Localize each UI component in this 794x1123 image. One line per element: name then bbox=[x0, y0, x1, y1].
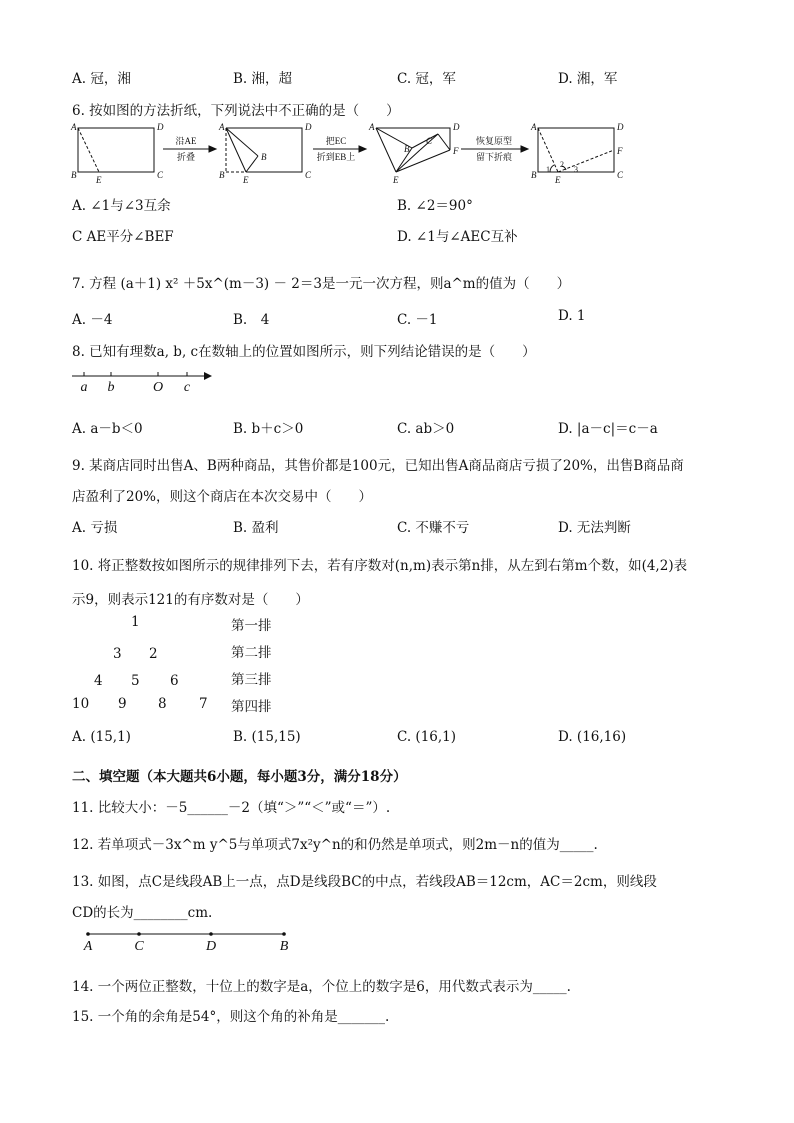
svg-text:A: A bbox=[71, 122, 77, 132]
svg-text:F: F bbox=[617, 146, 623, 156]
q6-option-c: C AE平分∠BEF bbox=[72, 229, 174, 245]
q9-option-b: B. 盈利 bbox=[233, 520, 279, 536]
row-label: 第一排 bbox=[231, 618, 272, 634]
triangle-number: 8 bbox=[158, 696, 167, 712]
q8-option-b: B. b＋c＞0 bbox=[233, 421, 304, 437]
q6-option-b: B. ∠2＝90° bbox=[397, 198, 473, 214]
axis-label-o: O bbox=[152, 380, 164, 394]
svg-text:D: D bbox=[305, 122, 312, 132]
triangle-number: 7 bbox=[199, 696, 208, 712]
triangle-number: 10 bbox=[72, 696, 90, 712]
q13-line2: CD的长为________cm. bbox=[72, 905, 213, 921]
row-label: 第四排 bbox=[231, 699, 272, 715]
q15: 15. 一个角的余角是54°，则这个角的补角是_______. bbox=[72, 1009, 390, 1025]
svg-text:F: F bbox=[453, 146, 459, 156]
svg-text:E: E bbox=[393, 175, 399, 185]
section-title: 二、填空题（本大题共6小题，每小题3分，满分18分） bbox=[72, 769, 407, 785]
axis-label-c: c bbox=[183, 380, 191, 394]
point-label-c: C bbox=[134, 939, 144, 954]
svg-text:折到EB上: 折到EB上 bbox=[316, 152, 356, 162]
svg-text:C: C bbox=[305, 170, 312, 180]
q7-option-d: D. 1 bbox=[558, 308, 586, 324]
row-label: 第二排 bbox=[231, 645, 272, 661]
svg-text:A: A bbox=[369, 122, 375, 132]
svg-text:沿AE: 沿AE bbox=[175, 136, 197, 146]
q13-line1: 13. 如图，点C是线段AB上一点，点D是线段BC的中点，若线段AB＝12cm，AC＝2cm，则线段 bbox=[72, 874, 657, 890]
q8-option-a: A. a－b＜0 bbox=[72, 421, 143, 437]
svg-text:D: D bbox=[617, 122, 624, 132]
q8-number-line bbox=[70, 366, 220, 394]
q10-option-a: A. (15,1) bbox=[72, 729, 131, 745]
q9-option-c: C. 不赚不亏 bbox=[397, 520, 470, 536]
q10-option-d: D. (16,16) bbox=[558, 729, 627, 745]
q7-option-a: A. －4 bbox=[72, 312, 113, 328]
svg-text:B: B bbox=[404, 144, 410, 154]
svg-text:3: 3 bbox=[574, 165, 578, 174]
svg-text:E: E bbox=[96, 175, 102, 185]
q6-option-d: D. ∠1与∠AEC互补 bbox=[397, 229, 518, 245]
q9-line2: 店盈利了20%，则这个商店在本次交易中（ ） bbox=[72, 489, 373, 505]
q9-option-d: D. 无法判断 bbox=[558, 520, 631, 536]
q9-line1: 9. 某商店同时出售A、B两种商品，其售价都是100元，已知出售A商品商店亏损了20%，出售B商品商 bbox=[72, 458, 684, 474]
q11: 11. 比较大小：－5______－2（填“＞”“＜”或“＝”）. bbox=[72, 800, 391, 816]
svg-text:B: B bbox=[531, 170, 537, 180]
svg-text:C: C bbox=[426, 136, 433, 146]
svg-text:A: A bbox=[219, 122, 225, 132]
q7-stem: 7. 方程 (a＋1) x² ＋5x^(m－3) － 2＝3是一元一次方程，则a^m的值为（ ） bbox=[72, 276, 571, 292]
q7-option-b: B. 4 bbox=[233, 312, 270, 328]
q8-option-c: C. ab＞0 bbox=[397, 421, 455, 437]
q14: 14. 一个两位正整数，十位上的数字是a，个位上的数字是6，用代数式表示为_____. bbox=[72, 979, 571, 995]
svg-text:留下折痕: 留下折痕 bbox=[475, 152, 513, 162]
point-label-a: A bbox=[83, 939, 93, 954]
axis-label-a: a bbox=[80, 380, 88, 394]
svg-text:D: D bbox=[453, 122, 460, 132]
q5-option-a: A. 冠，湘 bbox=[72, 71, 131, 87]
svg-text:B: B bbox=[261, 152, 267, 162]
triangle-number: 3 bbox=[113, 646, 122, 662]
q5-option-d: D. 湘，军 bbox=[558, 71, 618, 87]
svg-text:E: E bbox=[243, 175, 249, 185]
q6-option-a: A. ∠1与∠3互余 bbox=[72, 198, 171, 214]
axis-label-b: b bbox=[107, 380, 115, 394]
q7-option-c: C. －1 bbox=[397, 312, 438, 328]
svg-text:把EC: 把EC bbox=[325, 136, 347, 146]
triangle-number: 1 bbox=[131, 614, 140, 630]
svg-text:恢复原型: 恢复原型 bbox=[475, 136, 513, 146]
triangle-number: 5 bbox=[131, 673, 140, 689]
svg-text:B: B bbox=[219, 170, 225, 180]
q10-line2: 示9，则表示121的有序数对是（ ） bbox=[72, 592, 309, 608]
q13-segment-figure bbox=[76, 926, 296, 954]
q10-option-b: B. (15,15) bbox=[233, 729, 301, 745]
triangle-number: 4 bbox=[94, 673, 103, 689]
q10-line1: 10. 将正整数按如图所示的规律排列下去，若有序数对(n,m)表示第n排，从左到右第m个数，如(4,2)表 bbox=[72, 558, 688, 574]
svg-text:D: D bbox=[157, 122, 164, 132]
svg-text:B: B bbox=[71, 170, 77, 180]
svg-text:折叠: 折叠 bbox=[176, 152, 196, 162]
svg-text:C: C bbox=[157, 170, 164, 180]
q10-option-c: C. (16,1) bbox=[397, 729, 457, 745]
q8-option-d: D. |a－c|＝c－a bbox=[558, 421, 658, 437]
triangle-number: 9 bbox=[118, 696, 127, 712]
point-label-d: D bbox=[205, 939, 217, 954]
svg-text:2: 2 bbox=[560, 160, 564, 169]
q5-option-b: B. 湘，超 bbox=[233, 71, 293, 87]
triangle-number: 6 bbox=[170, 673, 179, 689]
q6-stem: 6. 按如图的方法折纸，下列说法中不正确的是（ ） bbox=[72, 103, 400, 119]
q12: 12. 若单项式－3x^m y^5与单项式7x²y^n的和仍然是单项式，则2m－n的值为_____. bbox=[72, 837, 598, 853]
row-label: 第三排 bbox=[231, 672, 272, 688]
svg-text:1: 1 bbox=[546, 165, 550, 174]
q9-option-a: A. 亏损 bbox=[72, 520, 118, 536]
svg-text:A: A bbox=[531, 122, 537, 132]
point-label-b: B bbox=[279, 939, 289, 954]
svg-text:C: C bbox=[617, 170, 624, 180]
svg-text:E: E bbox=[555, 175, 561, 185]
q8-stem: 8. 已知有理数a, b, c在数轴上的位置如图所示，则下列结论错误的是（ ） bbox=[72, 344, 536, 360]
q5-option-c: C. 冠，军 bbox=[397, 71, 456, 87]
q6-folding-figure bbox=[66, 120, 636, 186]
triangle-number: 2 bbox=[149, 646, 158, 662]
